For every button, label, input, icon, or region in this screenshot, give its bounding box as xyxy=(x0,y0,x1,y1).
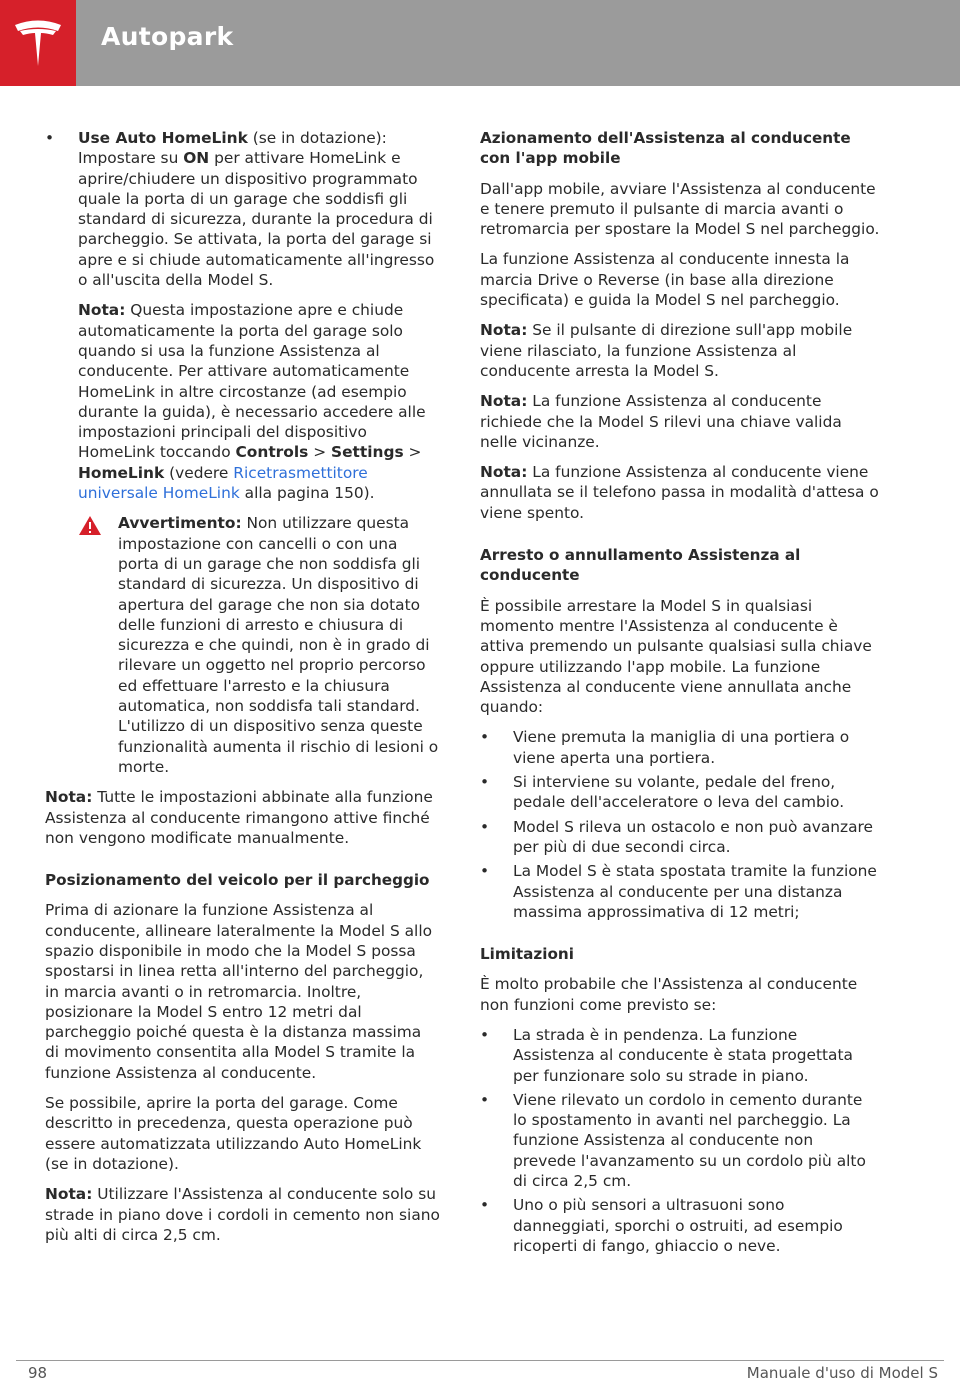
note-settings: Nota: Tutte le impostazioni abbinate alla funzione Assistenza al conducente rimangono attive finché non vengono modificate manualmente. xyxy=(45,788,433,847)
list-item: • Use Auto HomeLink (se in dotazione): Impostare su ON per attivare HomeLink e aprire/chiudere un dispositivo programmato quale la porta di un garage che soddisfi gli standard di sicurezza, durante la procedura di parcheggio. Se attivata, la porta del garage si apre e si chiude automaticamente all'ingresso o all'uscita della Model S. xyxy=(45,128,440,290)
list-item: • Viene premuta la maniglia di una portiera o viene aperta una portiera. xyxy=(480,727,880,768)
note-homelink: Nota: Questa impostazione apre e chiude automaticamente la porta del garage solo quando si usa la funzione Assistenza al conducente. Per attivare automaticamente HomeLink in altre circostanze (ad esempio durante la guida), è necessario accedere alle impostazioni principali del dispositivo HomeLink toccando Controls > Settings > HomeLink (vedere Ricetrasmettitore universale HomeLink alla pagina 150). xyxy=(78,301,426,503)
note-app-1: Nota: Se il pulsante di direzione sull'app mobile viene rilasciato, la funzione Assistenza al conducente arresta la Model S. xyxy=(480,321,853,380)
list-item: • Viene rilevato un cordolo in cemento durante lo spostamento in avanti nel parcheggio. La funzione Assistenza al conducente non prevede l'avanzamento su un cordolo più alto di circa 2,5 cm. xyxy=(480,1090,880,1191)
list-item: • Model S rileva un ostacolo e non può avanzare per più di due secondi circa. xyxy=(480,817,880,858)
footer-divider xyxy=(16,1360,944,1361)
list-item: • La Model S è stata spostata tramite la funzione Assistenza al conducente per una distanza massima approssimativa di 12 metri; xyxy=(480,861,880,922)
heading-limitations: Limitazioni xyxy=(480,945,574,964)
para-positioning: Prima di azionare la funzione Assistenza al conducente, allineare lateralmente la Model S allo spazio disponibile in modo che la Model S possa spostarsi in linea retta all'interno del parcheggio, in marcia avanti o in retromarcia. Inoltre, posizionare la Model S entro 12 metri dal parcheggio poiché questa è la distanza massima di movimento consentita alla Model S tramite la funzione Assistenza al conducente. xyxy=(45,901,433,1082)
warning-block: Avvertimento: Non utilizzare questa impostazione con cancelli o con una porta di un garage che non soddisfa gli standard di sicurezza. Un dispositivo di apertura del garage che non sia dotato delle funzioni di arresto e chiusura di sicurezza e che quindi, non è in grado di rilevare un oggetto nel proprio percorso ed effettuare l'arresto e la chiusura automatica, non soddisfa tali standard. L'utilizzo di un dispositivo senza queste funzionalità aumenta il rischio di lesioni o morte. xyxy=(45,513,440,777)
list-item: • Si interviene su volante, pedale del freno, pedale dell'acceleratore o leva del cambio. xyxy=(480,772,880,813)
para-limitations: È molto probabile che l'Assistenza al conducente non funzioni come previsto se: xyxy=(480,975,858,1014)
para-app-1: Dall'app mobile, avviare l'Assistenza al conducente e tenere premuto il pulsante di marcia avanti o retromarcia per spostare la Model S nel parcheggio. xyxy=(480,179,880,239)
right-column xyxy=(480,128,880,1266)
tesla-logo-icon xyxy=(12,17,64,69)
list-item: • La strada è in pendenza. La funzione Assistenza al conducente è stata progettata per funzionare solo su strade in piano. xyxy=(480,1025,880,1086)
section-title: Autopark xyxy=(101,22,234,51)
homelink-reference-link[interactable]: Ricetrasmettitore universale HomeLink xyxy=(78,463,368,503)
limitations-list xyxy=(480,1025,880,1256)
note-app-2: Nota: La funzione Assistenza al conducente richiede che la Model S rilevi una chiave valida nelle vicinanze. xyxy=(480,392,842,451)
page-header xyxy=(0,0,960,86)
note-level-roads: Nota: Utilizzare l'Assistenza al conducente solo su strade in piano dove i cordoli in cemento non siano più alti di circa 2,5 cm. xyxy=(45,1185,440,1244)
left-column xyxy=(45,128,440,1255)
page-number: 98 xyxy=(28,1364,48,1382)
tesla-logo xyxy=(0,0,76,86)
warning-icon xyxy=(78,515,102,536)
list-item: • Uno o più sensori a ultrasuoni sono danneggiati, sporchi o ostruiti, ad esempio ricoperti di fango, ghiaccio o neve. xyxy=(480,1195,880,1256)
para-stop: È possibile arrestare la Model S in qualsiasi momento mentre l'Assistenza al conducente è attiva premendo un pulsante qualsiasi sulla chiave oppure utilizzando l'app mobile. La funzione Assistenza al conducente viene annullata anche quando: xyxy=(480,596,872,717)
term-auto-homelink: Use Auto HomeLink xyxy=(78,129,248,147)
note-app-3: Nota: La funzione Assistenza al conducente viene annullata se il telefono passa in modalità d'attesa o viene spento. xyxy=(480,463,879,522)
manual-title: Manuale d'uso di Model S xyxy=(746,1364,938,1382)
heading-stop: Arresto o annullamento Assistenza al conducente xyxy=(480,546,801,585)
homelink-list xyxy=(45,128,440,290)
heading-positioning: Posizionamento del veicolo per il parcheggio xyxy=(45,871,430,890)
para-app-2: La funzione Assistenza al conducente innesta la marcia Drive o Reverse (in base alla direzione specificata) e guida la Model S nel parcheggio. xyxy=(480,250,850,310)
para-garage: Se possibile, aprire la porta del garage. Come descritto in precedenza, questa operazione può essere automatizzata utilizzando Auto HomeLink (se in dotazione). xyxy=(45,1094,422,1173)
stop-list xyxy=(480,727,880,922)
term-on: ON xyxy=(183,149,210,168)
heading-app: Azionamento dell'Assistenza al conducente con l'app mobile xyxy=(480,129,851,168)
